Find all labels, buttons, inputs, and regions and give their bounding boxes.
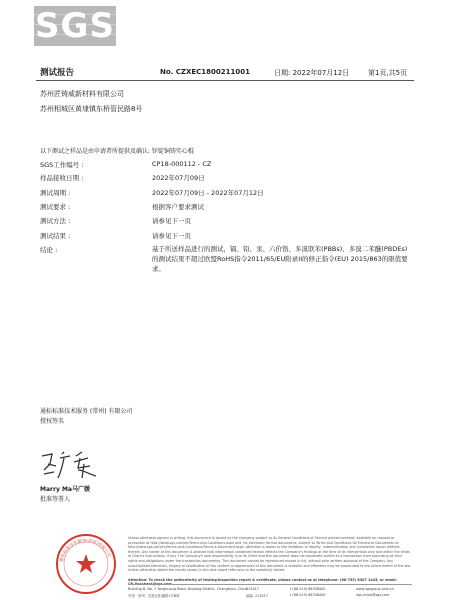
footer-address-en: Building B, No. 1 Yanghuang Road, Wujiang District, Changzhou, China [128, 587, 248, 591]
report-date: 日期: 2022年07月12日 [274, 69, 350, 77]
footer-website[interactable]: www.sgsgroup.com.cn [356, 587, 395, 591]
field-value-received: 2022年07月09日 [152, 174, 205, 182]
field-value-requirement: 根据客户要求测试 [152, 203, 204, 211]
client-address: 苏州相城区黄埭镇东桥管民路8号 [40, 105, 143, 113]
footer-tel-en: t (86-519) 86338400 [290, 587, 326, 591]
footer-tel-cn: t (86-519) 86338400 [290, 593, 326, 597]
field-value-job-no: CP18-000112 - CZ [152, 160, 212, 168]
company-seal [54, 532, 118, 596]
footer-divider [128, 584, 412, 585]
footer-email[interactable]: sgs.china@sgs.com [356, 593, 390, 597]
field-label-method: 测试方法 : [40, 217, 71, 225]
report-number: No. CZXEC1800211001 [160, 68, 250, 76]
signatory-title: 批准签署人 [40, 496, 71, 503]
authenticity-notice: Attention: To check the authenticity of testing/inspection report & certificate, please contact us at telephone: (86-755) 8307 1443, or email: [128, 578, 397, 582]
field-value-method: 请参见下一页 [152, 217, 191, 225]
footer-zip-en: 213017 [246, 587, 259, 591]
field-label-period: 测试周期 : [40, 189, 71, 197]
handwritten-signature [38, 446, 102, 482]
field-label-job-no: SGS工作编号 : [40, 161, 84, 169]
footer-address-cn: 中国 · 常州 · 武进区阳湖路1号B栋 [128, 594, 180, 598]
footer-zip-cn: 邮编: 213017 [246, 594, 268, 598]
seal-text: 通标标准技术服务(常州)有限公司 [58, 537, 113, 563]
page-indicator: 第1页,共5页 [368, 69, 408, 77]
sgs-logo [34, 2, 116, 48]
sgs-logo-text: SGS [35, 6, 115, 46]
field-label-requirement: 测试要求 : [40, 203, 71, 211]
conclusion-label: 结论 : [40, 246, 58, 254]
signatory-name: Marry Ma马广媛 [40, 486, 90, 493]
client-name: 苏州匠铸威新材料有限公司 [40, 90, 124, 98]
header-divider [36, 80, 414, 81]
sample-intro: 以下测试之样品是由申请者所提供及确认: 锌锭铜铸实心棍 [40, 148, 194, 155]
field-value-result: 请参见下一页 [152, 232, 191, 240]
issuer-role: 授权签名 [40, 418, 65, 425]
field-value-period: 2022年07月09日 - 2022年07月12日 [152, 189, 264, 197]
legal-disclaimer: Unless otherwise agreed in writing, this document is issued by the Company subject to its General Conditions of Service printed overleaf, available on request or accessible at http://www.sgs.com/en/Terms-and-Conditions.aspx and, for electronic format documents, subject to Terms and Conditions for Electronic Documents at http://www.sgs.com/en/Terms-and-Conditions/Terms-e-Document.aspx. Attention is drawn to the limitation of liability, indemnification and jurisdiction issues defined therein. Any holder of this document is advised that information contained hereon reflects the Company's findings at the time of its intervention only and within the limits of Client's instructions, if any. The Company's sole responsibility is to its Client and this document does not exonerate parties to a transaction from exercising all their rights and obligations under the transaction documents. This document cannot be reproduced except in full, without prior written approval of the Company. Any unauthorized alteration, forgery or falsification of the content or appearance of this document is unlawful and offenders may be prosecuted to the fullest extent of the law. Unless otherwise stated the results shown in this test report refer only to the sample(s) tested. [128, 536, 411, 573]
field-label-received: 样品接收日期 : [40, 174, 84, 182]
issuer-company: 通标标准技术服务 (常州) 有限公司 [40, 408, 133, 415]
report-title: 测试报告 [40, 68, 75, 78]
field-label-result: 测试结果 : [40, 232, 71, 240]
conclusion-text: 基于所送样品进行的测试，镉、铅、汞、六价铬、多溴联苯(PBBs)、多溴二苯醚(PBDEs)的测试结果不超过欧盟RoHS指令2011/65/EU附录II的修正指令(EU) 2015/863的限值要求。 [152, 245, 408, 273]
